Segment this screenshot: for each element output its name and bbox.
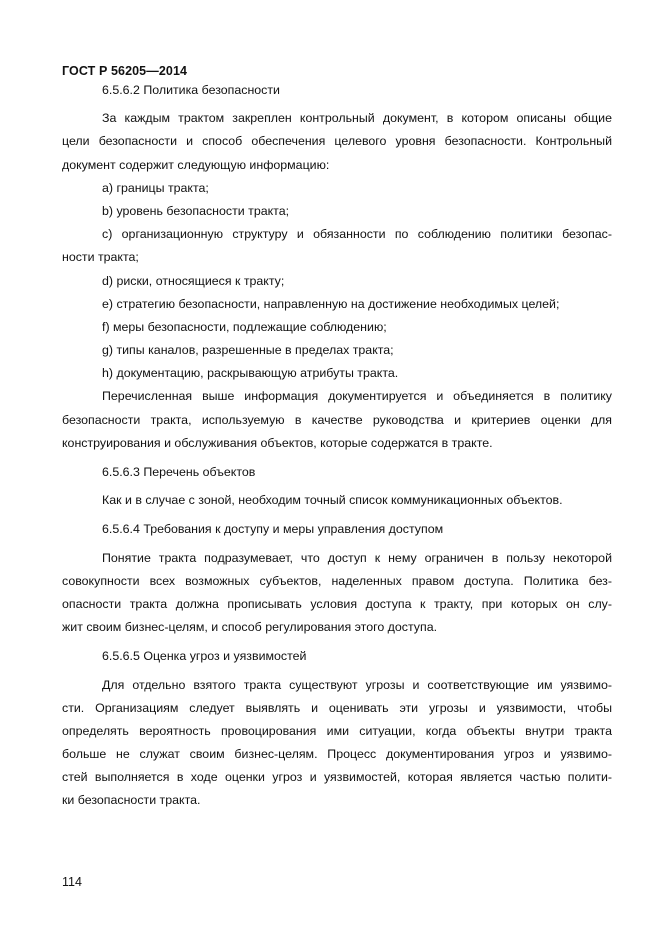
section-heading-6565: 6.5.6.5 Оценка угроз и уязвимостей	[102, 649, 307, 664]
list-item-f: f) меры безопасности, подлежащие соблюдению;	[102, 319, 387, 334]
section-heading-6562: 6.5.6.2 Политика безопасности	[102, 83, 280, 97]
document-body	[62, 79, 612, 813]
paragraph-line: За каждым трактом закреплен контрольный документ, в котором описаны общие	[102, 111, 612, 126]
paragraph-line: Перечисленная выше информация документируется и объединяется в политику	[102, 389, 612, 404]
page-number: 114	[62, 875, 82, 889]
standard-id: ГОСТ Р 56205—2014	[62, 64, 188, 78]
section-heading-6564: 6.5.6.4 Требования к доступу и меры управления доступом	[102, 522, 444, 537]
list-item-g: g) типы каналов, разрешенные в пределах тракта;	[102, 343, 394, 358]
paragraph-line: конструирования и обслуживания объектов, которые содержатся в тракте.	[62, 435, 493, 450]
paragraph-line: сти. Организациям следует выявлять и оценивать эти угрозы и уязвимости, чтобы	[62, 700, 612, 715]
paragraph-line: жит своим бизнес-целям, и способ регулирования этого доступа.	[62, 620, 438, 635]
list-item-b: b) уровень безопасности тракта;	[102, 203, 290, 218]
section-heading-6563: 6.5.6.3 Перечень объектов	[102, 465, 256, 479]
paragraph-line: Понятие тракта подразумевает, что доступ к нему ограничен в пользу некоторой	[102, 550, 612, 565]
paragraph-line: Для отдельно взятого тракта существуют угрозы и соответствующие им уязвимо-	[102, 677, 612, 692]
paragraph-line: ки безопасности тракта.	[62, 793, 201, 808]
list-item-e: e) стратегию безопасности, направленную на достижение необходимых целей;	[102, 296, 560, 311]
list-item-d: d) риски, относящиеся к тракту;	[102, 273, 285, 288]
paragraph-line: безопасности тракта, используемую в качестве руководства и критериев оценки для	[62, 412, 612, 427]
paragraph-line: опасности тракта должна прописывать условия доступа к тракту, при которых он слу-	[62, 596, 612, 611]
paragraph-line: стей выполняется в ходе оценки угроз и уязвимостей, которая является частью полити-	[62, 770, 612, 785]
paragraph-line: цели безопасности и способ обеспечения целевого уровня безопасности. Контрольный	[62, 134, 612, 149]
paragraph-line: совокупности всех возможных субъектов, наделенных правом доступа. Политика без-	[62, 573, 612, 588]
paragraph-line: определять вероятность провоцирования ими ситуации, когда объекты внутри тракта	[62, 723, 612, 738]
list-item-h: h) документацию, раскрывающую атрибуты тракта.	[102, 366, 399, 381]
list-item-c: c) организационную структуру и обязанности по соблюдению политики безопас-	[102, 227, 612, 242]
list-item-c-continued: ности тракта;	[62, 250, 139, 265]
paragraph-line: документ содержит следующую информацию:	[62, 157, 330, 172]
paragraph-line: больше не служат своим бизнес-целям. Процесс документирования угроз и уязвимо-	[62, 747, 612, 762]
paragraph-line: Как и в случае с зоной, необходим точный список коммуникационных объектов.	[102, 493, 563, 508]
list-item-a: a) границы тракта;	[102, 180, 209, 195]
